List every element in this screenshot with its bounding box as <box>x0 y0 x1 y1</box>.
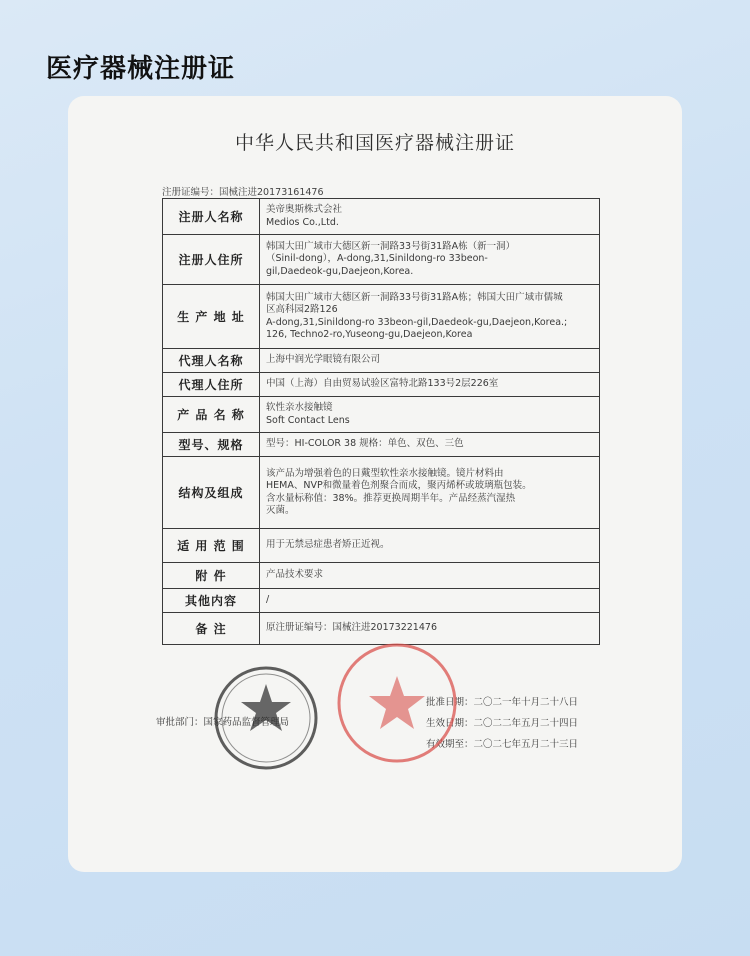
field-value <box>260 457 600 529</box>
field-value <box>260 285 600 349</box>
table-row <box>163 397 600 433</box>
field-value-line: 美帝奥斯株式会社 <box>266 204 343 215</box>
certificate-card <box>68 96 682 872</box>
field-value-line: 韩国大田广域市大德区新一洞路33号街31路A栋（新一洞） <box>266 240 516 252</box>
field-value-line: / <box>266 594 270 606</box>
field-label: 注册人住所 <box>163 235 260 285</box>
certificate-document <box>68 96 682 872</box>
field-label: 型号、规格 <box>163 433 260 457</box>
field-value-line: 产品技术要求 <box>266 569 324 581</box>
approval-dept: 国家药品监督管理局 <box>203 717 290 728</box>
page-title: 医疗器械注册证 <box>46 54 236 84</box>
field-value-line: （Sinil-dong），A-dong,31,Sinildong-ro 33beon- <box>266 253 488 265</box>
field-value-line: Soft Contact Lens <box>266 414 350 426</box>
date-value: 二〇二七年五月二十三日 <box>473 739 579 750</box>
field-value-line: 中国（上海）自由贸易试验区富特北路133号2层226室 <box>266 378 499 390</box>
certificate-title: 中华人民共和国医疗器械注册证 <box>234 132 515 154</box>
nmpa-seal-stamp <box>210 662 322 774</box>
field-value-line: 上海中润光学眼镜有限公司 <box>266 354 381 366</box>
table-row <box>163 589 600 613</box>
table-row <box>163 199 600 235</box>
field-value-line: 韩国大田广域市大德区新一洞路33号街31路A栋；韩国大田广域市儒城 <box>266 291 563 303</box>
field-label: 代理人名称 <box>163 349 260 373</box>
date-value: 二〇二二年五月二十四日 <box>473 718 579 729</box>
field-value <box>260 235 600 285</box>
table-row <box>163 349 600 373</box>
registration-number-label: 注册证编号： <box>162 187 220 198</box>
field-value-line: 软性亲水接触镜 <box>266 402 333 413</box>
field-value-line: 126, Techno2-ro,Yuseong-gu,Daejeon,Korea <box>266 329 473 340</box>
certificate-table <box>162 198 600 645</box>
field-value <box>260 373 600 397</box>
field-label: 备 注 <box>163 613 260 645</box>
field-label: 附 件 <box>163 563 260 589</box>
date-label: 批准日期： <box>426 697 474 708</box>
table-row <box>163 373 600 397</box>
field-label: 代理人住所 <box>163 373 260 397</box>
registration-number: 国械注进20173161476 <box>219 187 324 198</box>
field-label: 适 用 范 围 <box>163 529 260 563</box>
field-value <box>260 589 600 613</box>
field-value-line: 该产品为增强着色的日戴型软性亲水接触镜。镜片材料由 <box>266 467 504 479</box>
field-label: 产 品 名 称 <box>163 397 260 433</box>
field-value-line: 区高科园2路126 <box>266 304 338 315</box>
table-row <box>163 563 600 589</box>
field-value-line: HEMA、NVP和微量着色剂聚合而成，聚丙烯杯或玻璃瓶包装。 <box>266 480 532 491</box>
table-row <box>163 529 600 563</box>
field-value <box>260 433 600 457</box>
table-row <box>163 285 600 349</box>
field-value <box>260 397 600 433</box>
field-label: 其他内容 <box>163 589 260 613</box>
field-value <box>260 349 600 373</box>
field-value-line: 原注册证编号：国械注进20173221476 <box>266 622 437 634</box>
registration-number-line <box>162 184 324 198</box>
field-value-line: Medios Co.,Ltd. <box>266 216 339 228</box>
field-label: 注册人名称 <box>163 199 260 235</box>
approval-label: 审批部门： <box>156 717 204 728</box>
field-value <box>260 563 600 589</box>
table-row <box>163 457 600 529</box>
date-value: 二〇二一年十月二十八日 <box>473 697 579 708</box>
field-value-line: 含水量标称值：38%。推荐更换周期半年。产品经蒸汽湿热 <box>266 492 516 504</box>
field-value <box>260 529 600 563</box>
date-label: 生效日期： <box>426 718 474 729</box>
red-seal-stamp <box>332 638 462 768</box>
field-value-line: gil,Daedeok-gu,Daejeon,Korea. <box>266 265 414 277</box>
table-row <box>163 433 600 457</box>
table-row <box>163 235 600 285</box>
date-label: 有效期至： <box>426 739 474 750</box>
field-value-line: 型号：HI-COLOR 38 规格：单色、双色、三色 <box>266 438 464 450</box>
field-label: 生 产 地 址 <box>163 285 260 349</box>
field-value-line: 用于无禁忌症患者矫正近视。 <box>266 539 390 551</box>
field-value <box>260 199 600 235</box>
field-label: 结构及组成 <box>163 457 260 529</box>
field-value-line: 灭菌。 <box>266 505 295 516</box>
field-value-line: A-dong,31,Sinildong-ro 33beon-gil,Daedeok-gu,Daejeon,Korea.; <box>266 316 568 328</box>
